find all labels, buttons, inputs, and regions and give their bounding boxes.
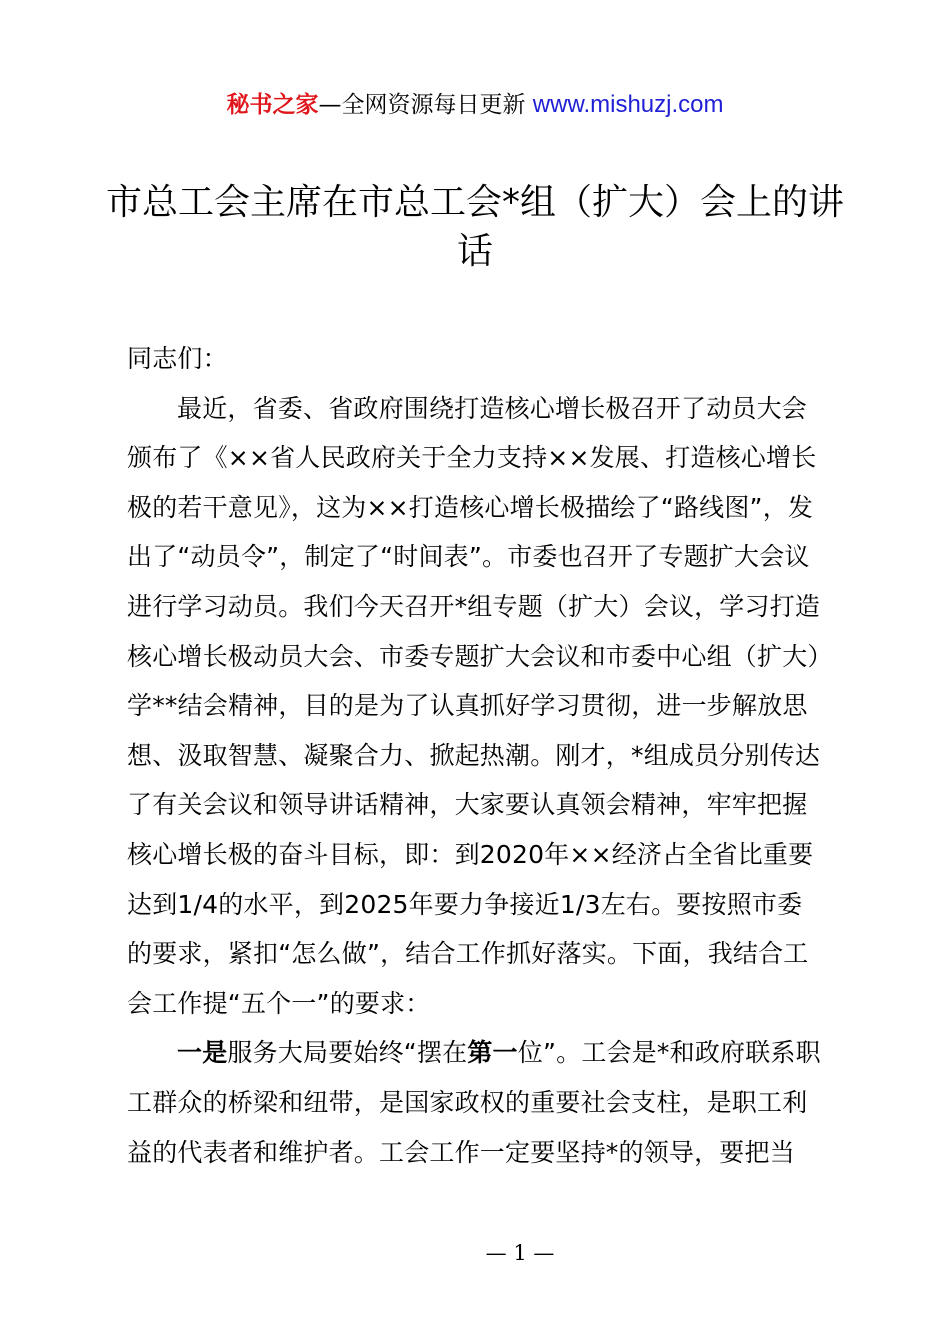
banner-slogan: —全网资源每日更新 xyxy=(318,92,533,118)
point-one-lead: 一是 xyxy=(177,1038,228,1068)
paragraph-point-one xyxy=(127,1028,827,1177)
brand-name: 秘书之家 xyxy=(226,92,319,118)
page-number: — 1 — xyxy=(485,1241,555,1265)
site-banner xyxy=(0,88,950,122)
point-one-text-a: 服务大局要始终“摆在 xyxy=(227,1038,468,1068)
point-one-text-b: 位”。工会是*和政府联系职工群众的桥梁和纽带，是国家政权的重要社会支柱，是职工利益的代表者和维护者。工会工作一定要坚持*的领导，要把当 xyxy=(127,1038,821,1167)
paragraph-opening: 最近，省委、省政府围绕打造核心增长极召开了动员大会颁布了《××省人民政府关于全力支持××发展、打造核心增长极的若干意见》，这为××打造核心增长极描绘了“路线图”，发出了“动员令”，制定了“时间表”。市委也召开了专题扩大会议进行学习动员。我们今天召开*组专题（扩大）会议，学习打造核心增长极动员大会、市委专题扩大会议和市委中心组（扩大）学**结会精神，目的是为了认真抓好学习贯彻，进一步解放思想、汲取智慧、凝聚合力、掀起热潮。刚才，*组成员分别传达了有关会议和领导讲话精神，大家要认真领会精神，牢牢把握核心增长极的奋斗目标，即：到2020年××经济占全省比重要达到1/4的水平，到2025年要力争接近1/3左右。要按照市委的要求，紧扣“怎么做”，结合工作抓好落实。下面，我结合工会工作提“五个一”的要求： xyxy=(127,393,821,1018)
point-one-emphasis: 第一 xyxy=(467,1038,518,1068)
document-title: 市总工会主席在市总工会*组（扩大）会上的讲话 xyxy=(105,182,844,272)
salutation: 同志们： xyxy=(127,344,228,373)
site-url-link[interactable]: www.mishuzj.com xyxy=(532,91,724,118)
document-body xyxy=(127,334,827,1177)
